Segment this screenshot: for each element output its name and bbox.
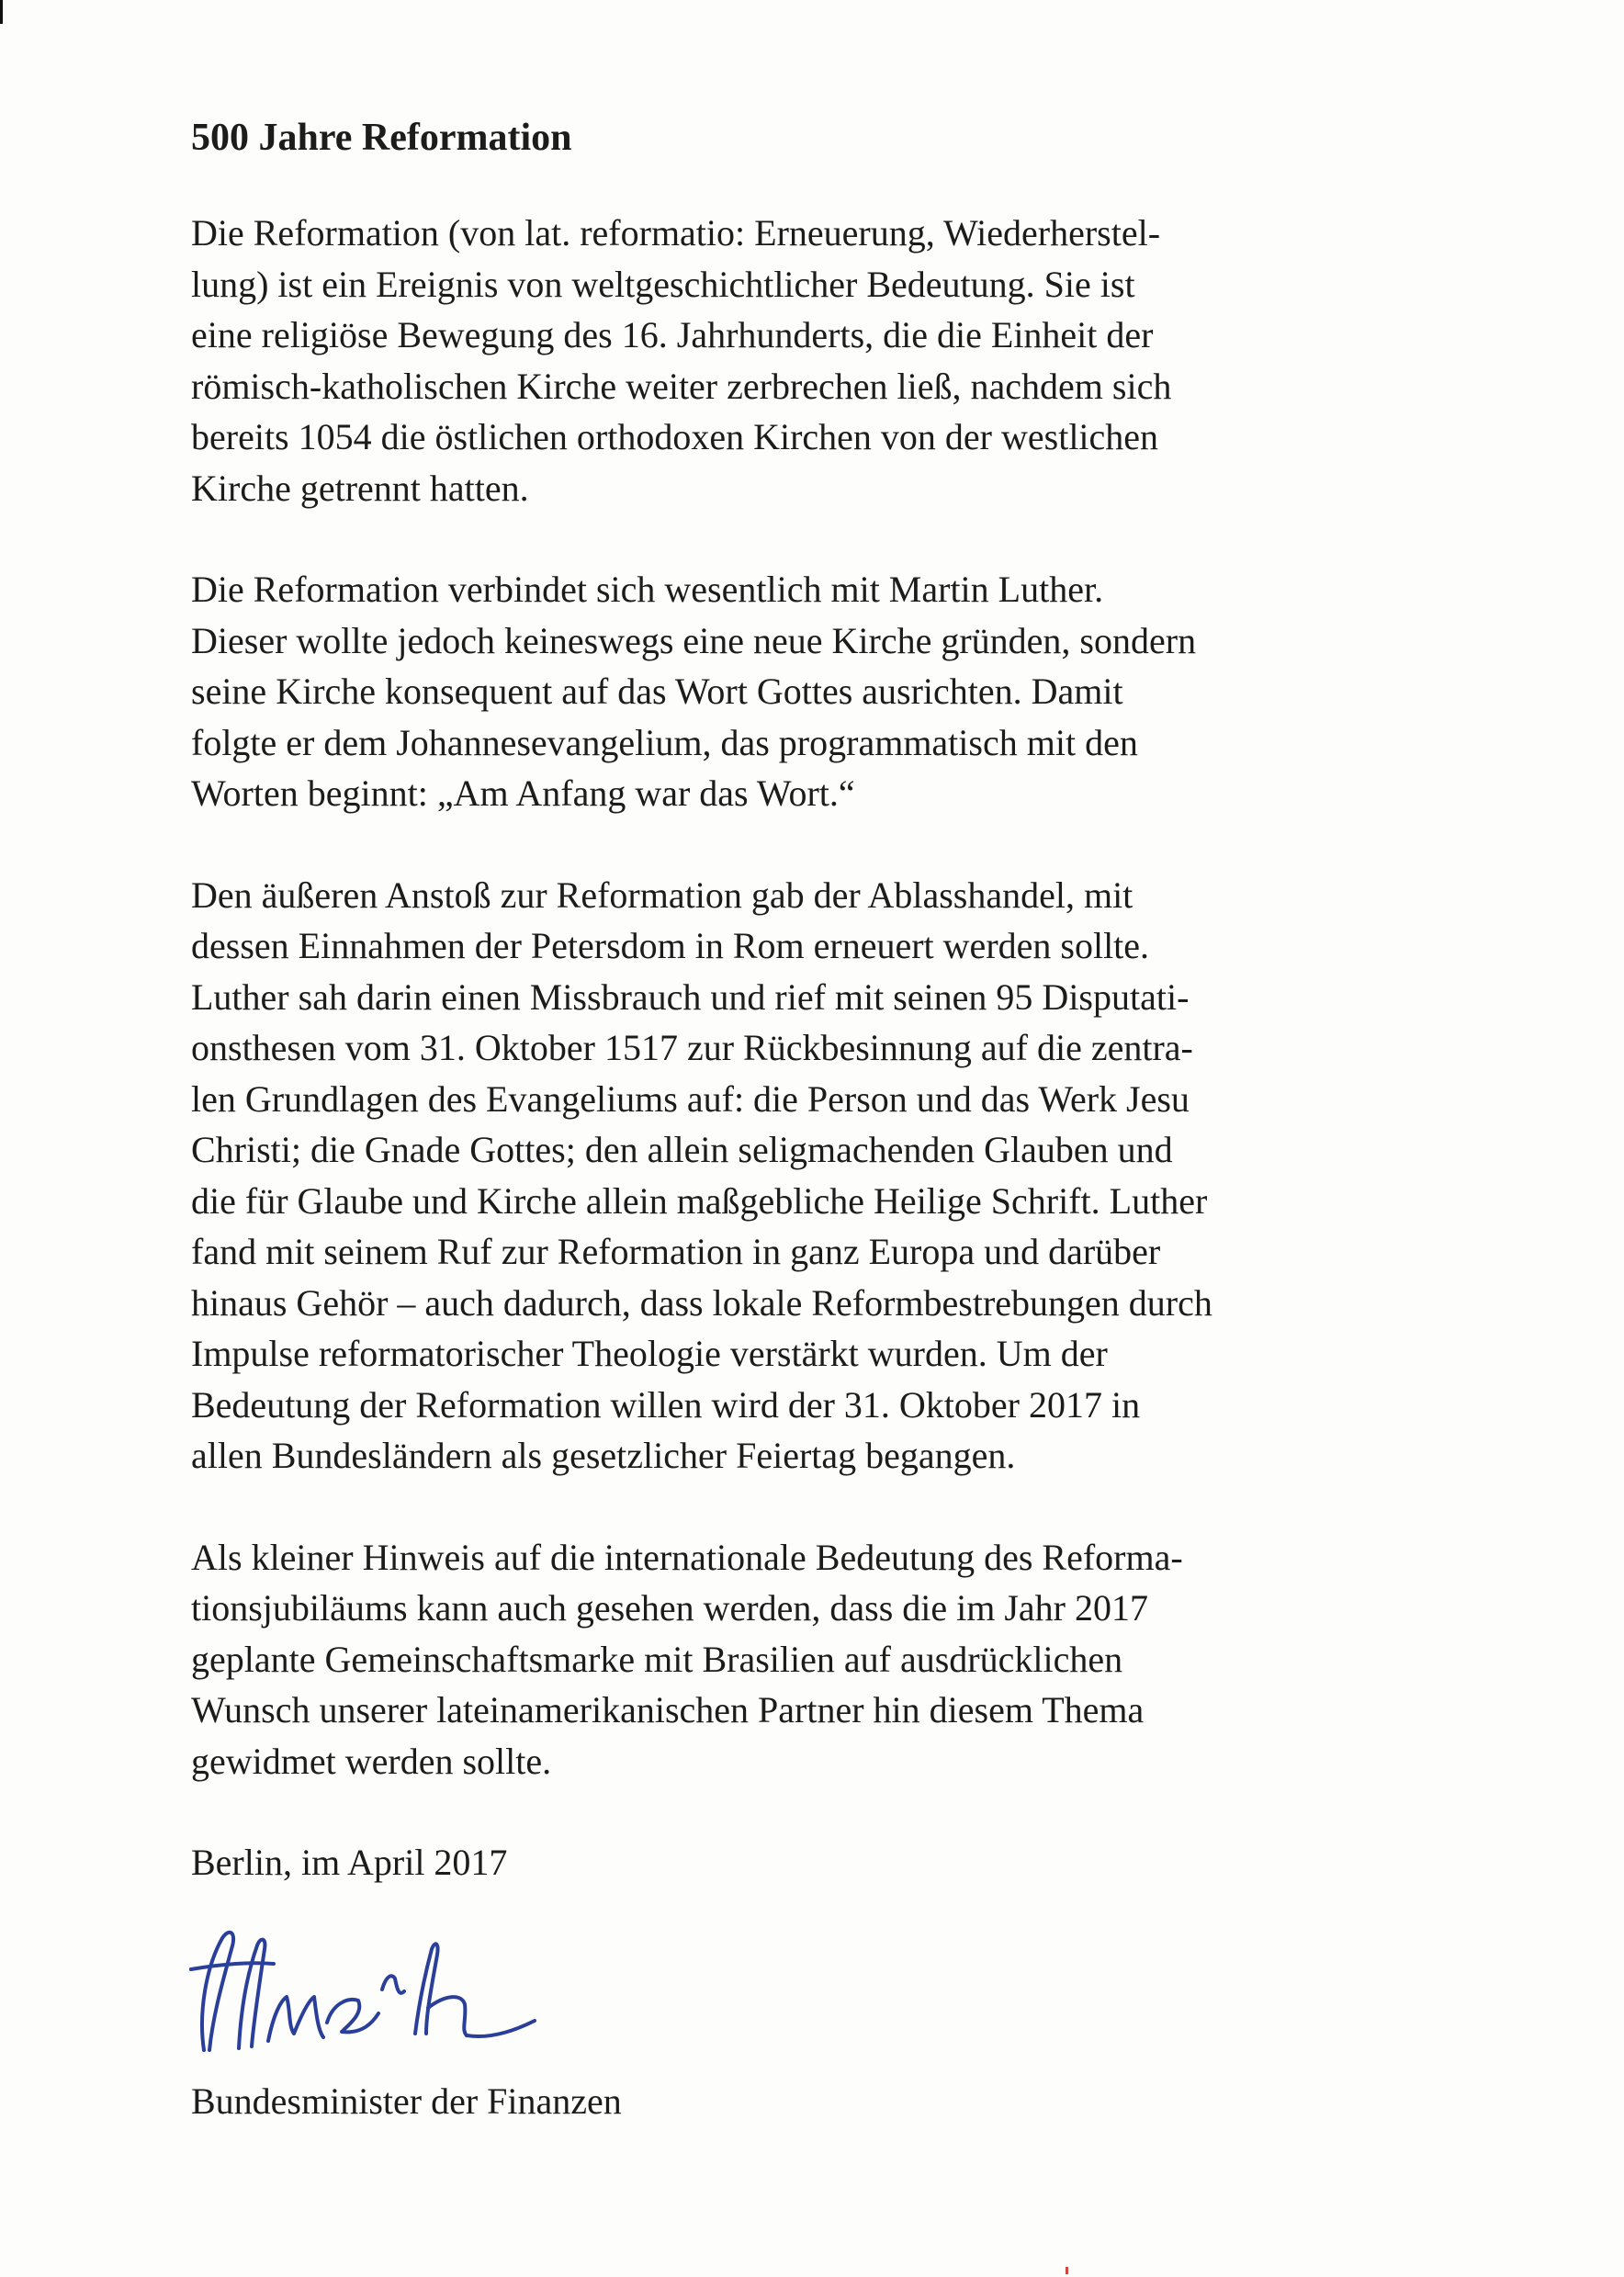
- paragraph-3: [191, 870, 1459, 1482]
- text-line: bereits 1054 die östlichen orthodoxen Kirchen von der westlichen: [191, 416, 1159, 457]
- letter-content: [191, 108, 1459, 2127]
- text-line: Luther sah darin einen Missbrauch und rief mit seinen 95 Disputati-: [191, 975, 1190, 1018]
- scan-bottom-mark: [1066, 2267, 1068, 2274]
- text-line: Kirche getrennt hatten.: [191, 467, 529, 509]
- handwritten-signature-icon: [186, 1912, 571, 2059]
- paragraph-4: [191, 1532, 1459, 1787]
- text-line: hinaus Gehör – auch dadurch, dass lokale Reformbestrebungen durch: [191, 1281, 1212, 1324]
- text-line: gewidmet werden sollte.: [191, 1740, 552, 1782]
- text-line: Christi; die Gnade Gottes; den allein seligmachenden Glauben und: [191, 1129, 1173, 1170]
- text-line: Die Reformation verbindet sich wesentlich mit Martin Luther.: [191, 569, 1104, 610]
- text-line: die für Glaube und Kirche allein maßgebliche Heilige Schrift. Luther: [191, 1179, 1208, 1222]
- text-line: eine religiöse Bewegung des 16. Jahrhunderts, die die Einheit der: [191, 314, 1154, 355]
- text-line: Worten beginnt: „Am Anfang war das Wort.“: [191, 772, 855, 814]
- text-line: Als kleiner Hinweis auf die internationale Bedeutung des Reforma-: [191, 1536, 1183, 1578]
- paragraph-2: [191, 564, 1459, 819]
- signatory-role: Bundesminister der Finanzen: [191, 2080, 622, 2122]
- text-line: fand mit seinem Ruf zur Reformation in ganz Europa und darüber: [191, 1231, 1161, 1272]
- text-line: Dieser wollte jedoch keineswegs eine neue Kirche gründen, sondern: [191, 619, 1197, 661]
- paragraph-1: [191, 208, 1459, 513]
- text-line: Den äußeren Anstoß zur Reformation gab der Ablasshandel, mit: [191, 874, 1133, 916]
- text-line: lung) ist ein Ereignis von weltgeschichtlicher Bedeutung. Sie ist: [191, 263, 1135, 305]
- text-line: Bedeutung der Reformation willen wird der 31. Oktober 2017 in: [191, 1383, 1141, 1426]
- text-line: onsthesen vom 31. Oktober 1517 zur Rückbesinnung auf die zentra-: [191, 1027, 1193, 1068]
- text-line: folgte er dem Johannesevangelium, das programmatisch mit den: [191, 721, 1138, 763]
- page-title: 500 Jahre Reformation: [191, 117, 572, 159]
- text-line: geplante Gemeinschaftsmarke mit Brasilien auf ausdrücklichen: [191, 1638, 1123, 1680]
- text-line: Impulse reformatorischer Theologie verstärkt wurden. Um der: [191, 1333, 1108, 1374]
- text-line: tionsjubiläums kann auch gesehen werden, dass die im Jahr 2017: [191, 1587, 1148, 1629]
- text-line: dessen Einnahmen der Petersdom in Rom erneuert werden sollte.: [191, 925, 1150, 966]
- place-and-date: Berlin, im April 2017: [191, 1842, 508, 1883]
- text-line: allen Bundesländern als gesetzlicher Feiertag begangen.: [191, 1435, 1016, 1476]
- text-line: Die Reformation (von lat. reformatio: Erneuerung, Wiederherstel-: [191, 212, 1161, 254]
- text-line: seine Kirche konsequent auf das Wort Gottes ausrichten. Damit: [191, 671, 1123, 712]
- scan-edge-mark: [0, 0, 3, 24]
- text-line: Wunsch unserer lateinamerikanischen Partner hin diesem Thema: [191, 1689, 1145, 1730]
- text-line: römisch-katholischen Kirche weiter zerbrechen ließ, nachdem sich: [191, 365, 1172, 407]
- text-line: len Grundlagen des Evangeliums auf: die Person und das Werk Jesu: [191, 1077, 1190, 1120]
